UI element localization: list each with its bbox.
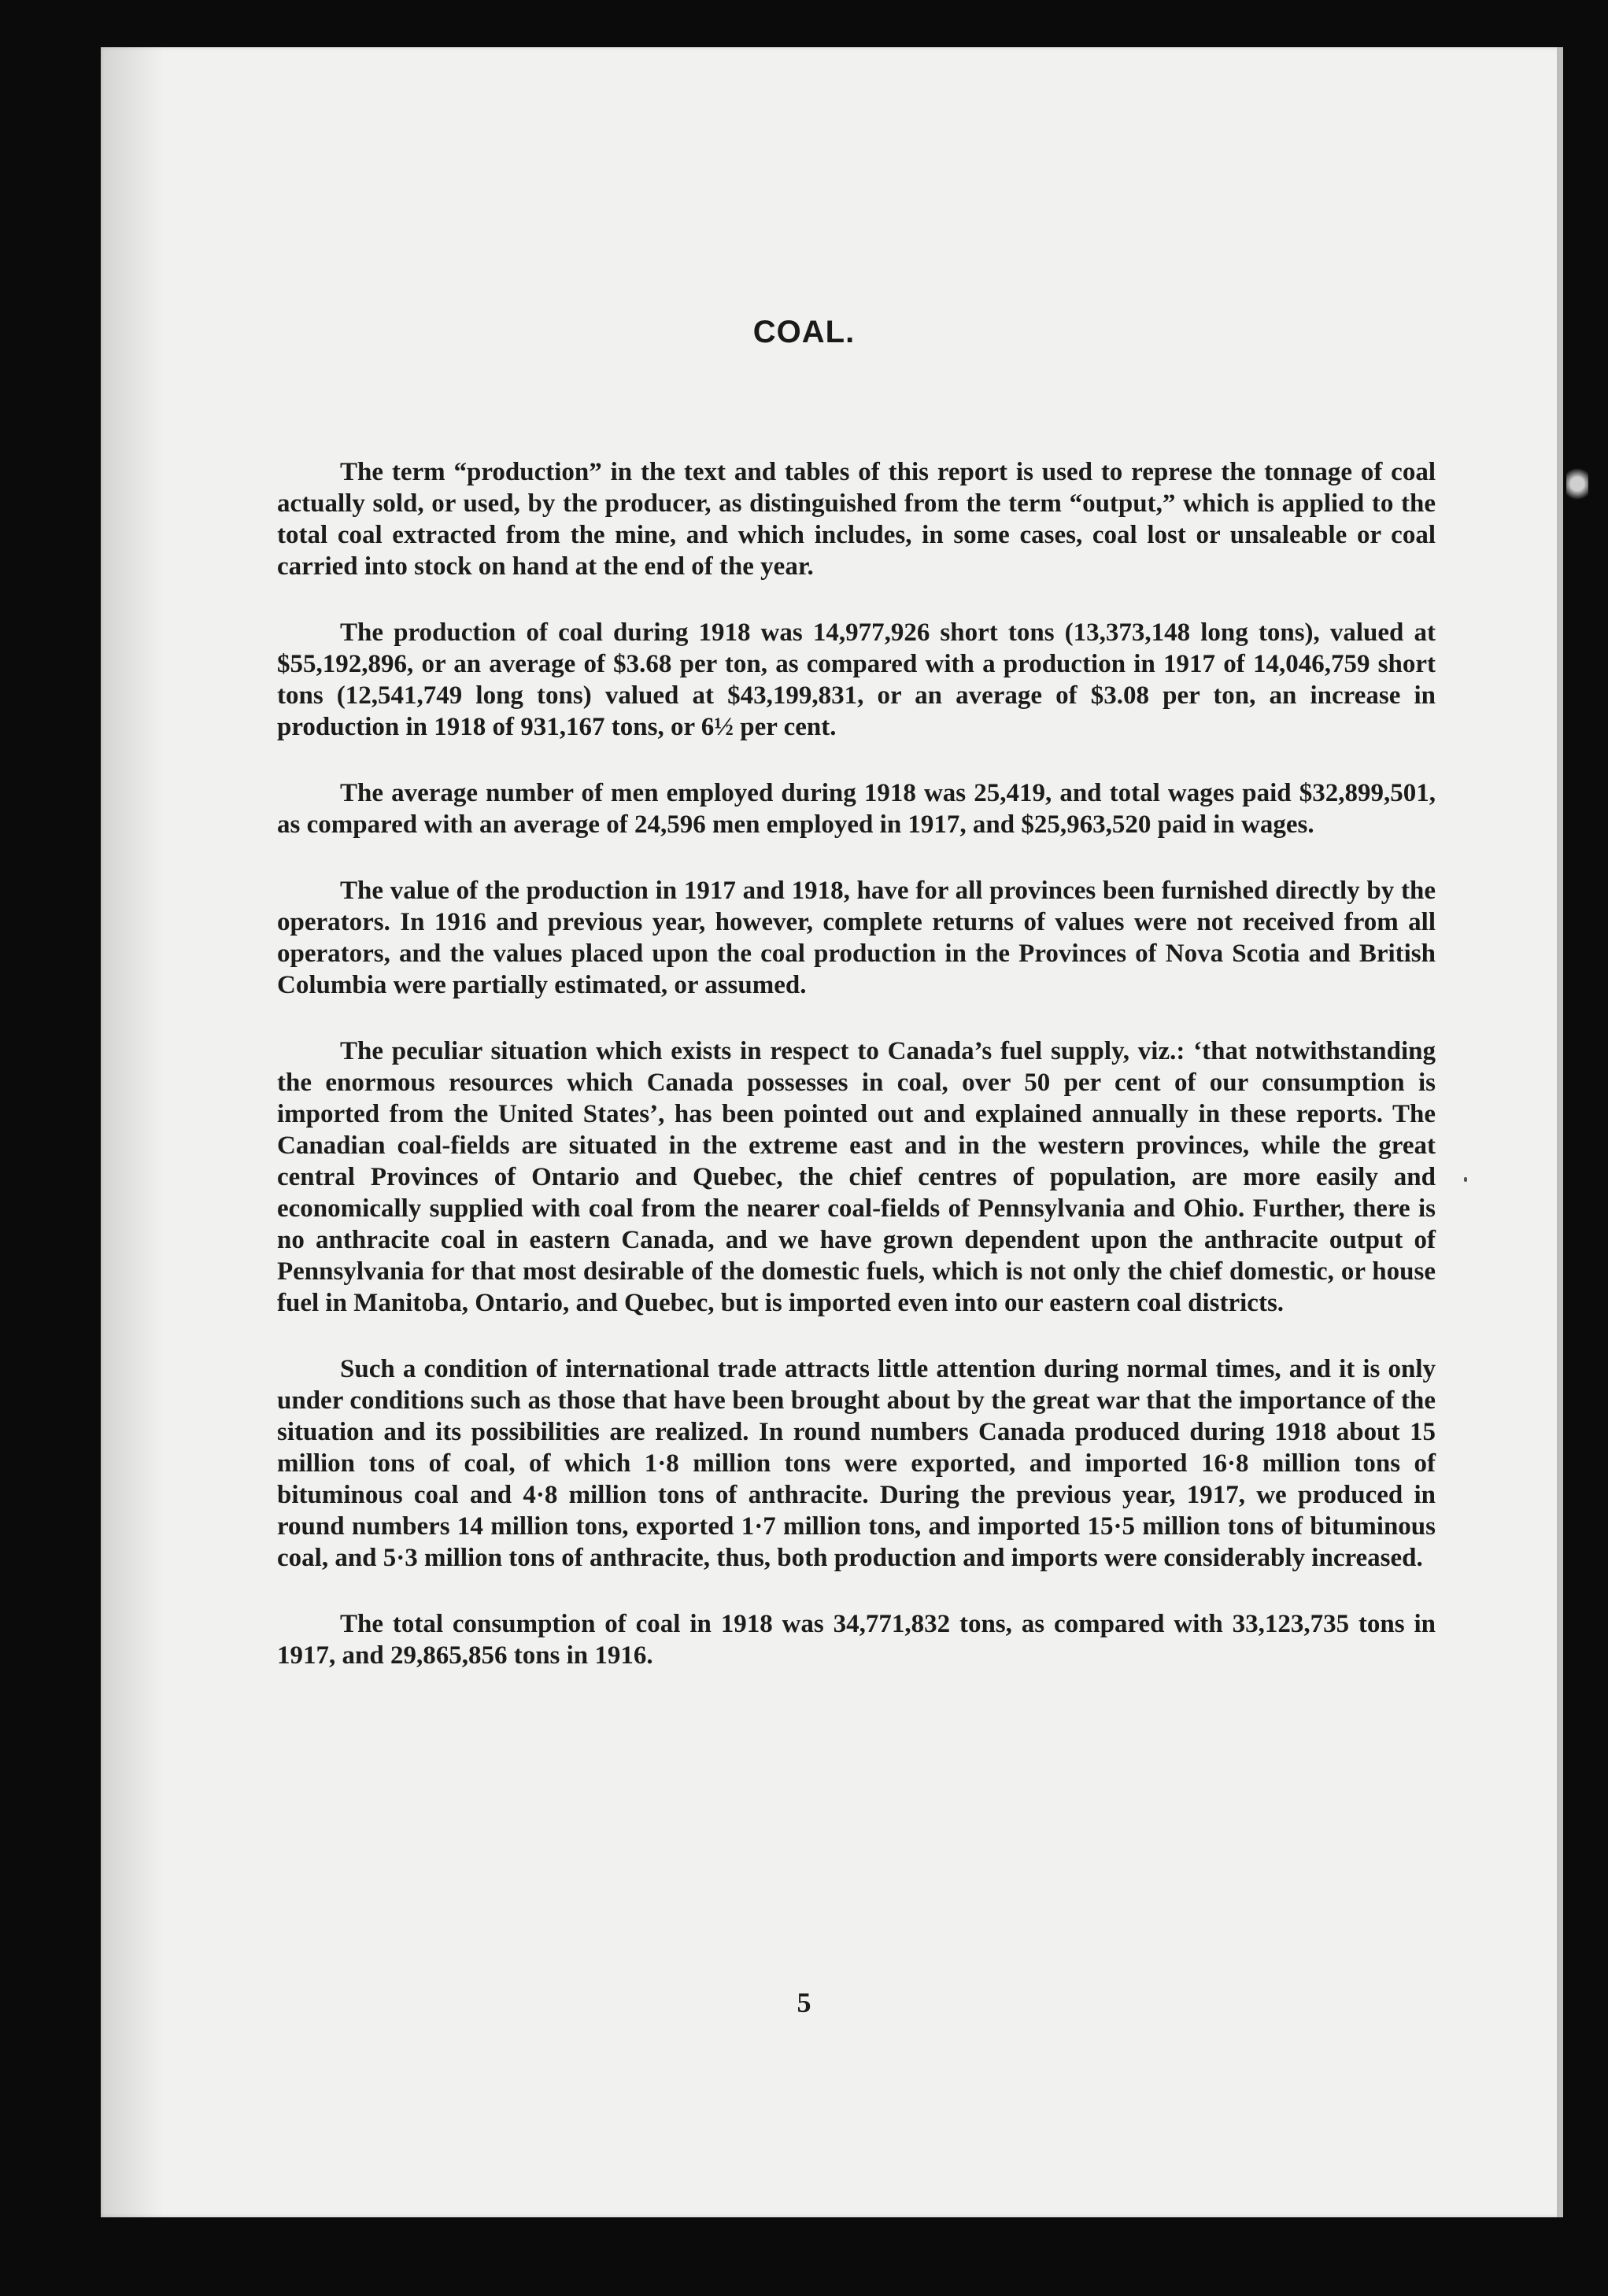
paragraph-value-reporting: The value of the production in 1917 and 1918, have for all provinces been furnished directly by the operators. In 1916 and previous year, however, complete returns of values were not received from all operators, and the values placed upon the coal production in the Provinces of Nova Scotia and British Columbia were partially estimated, or assumed. (277, 877, 1436, 999)
page-edge (1557, 47, 1563, 2217)
page-number: 5 (797, 1987, 811, 2018)
margin-smudge (1566, 464, 1588, 504)
paragraph-total-consumption: The total consumption of coal in 1918 was 34,771,832 tons, as compared with 33,123,735 tons in 1917, and 29,865,856 tons in 1916. (277, 1610, 1436, 1670)
paragraph-production-definition: The term “production” in the text and tables of this report is used to represe the tonnage of coal actually sold, or used, by the producer, as distinguished from the term “output,” which is applied to the total coal extracted from the mine, and which includes, in some cases, coal lost or unsaleable or coal carried into stock on hand at the end of the year. (277, 458, 1436, 581)
ink-speck (1464, 1177, 1467, 1182)
paragraph-employment-wages: The average number of men employed during 1918 was 25,419, and total wages paid $32,899,501, as compared with an average of 24,596 men employed in 1917, and $25,963,520 paid in wages. (277, 779, 1436, 839)
page-shadow (101, 47, 164, 2217)
paragraph-fuel-supply: The peculiar situation which exists in respect to Canada’s fuel supply, viz.: ‘that notwithstanding the enormous resources which Canada possesses in coal, over 50 per cent of our consumption is imported from the United States’, has been pointed out and explained annually in these reports. The Canadian coal-fields are situated in the extreme east and in the western provinces, while the great central Provinces of Ontario and Quebec, the chief centres of population, are more easily and economically supplied with coal from the nearer coal-fields of Pennsylvania and Ohio. Further, there is no anthracite coal in eastern Canada, and we have grown dependent upon the anthracite output of Pennsylvania for that most desirable of the domestic fuels, which is not only the chief domestic, or house fuel in Manitoba, Ontario, and Quebec, but is imported even into our eastern coal districts. (277, 1037, 1436, 1317)
page-title: COAL. (752, 315, 856, 349)
paragraph-production-1918: The production of coal during 1918 was 14,977,926 short tons (13,373,148 long tons), valued at $55,192,896, or an average of $3.68 per ton, as compared with a production in 1917 of 14,046,759 short tons (12,541,749 long tons) valued at $43,199,831, or an average of $3.08 per ton, an increase in production in 1918 of 931,167 tons, or 6½ per cent. (277, 618, 1436, 741)
paragraph-international-trade: Such a condition of international trade attracts little attention during normal times, and it is only under conditions such as those that have been brought about by the great war that the importance of the situation and its possibilities are realized. In round numbers Canada produced during 1918 about 15 million tons of coal, of which 1·8 million tons were exported, and imported 16·8 million tons of bituminous coal and 4·8 million tons of anthracite. During the previous year, 1917, we produced in round numbers 14 million tons, exported 1·7 million tons, and imported 15·5 million tons of bituminous coal, and 5·3 million tons of anthracite, thus, both production and imports were considerably increased. (277, 1355, 1436, 1572)
body-text (277, 456, 1436, 1706)
